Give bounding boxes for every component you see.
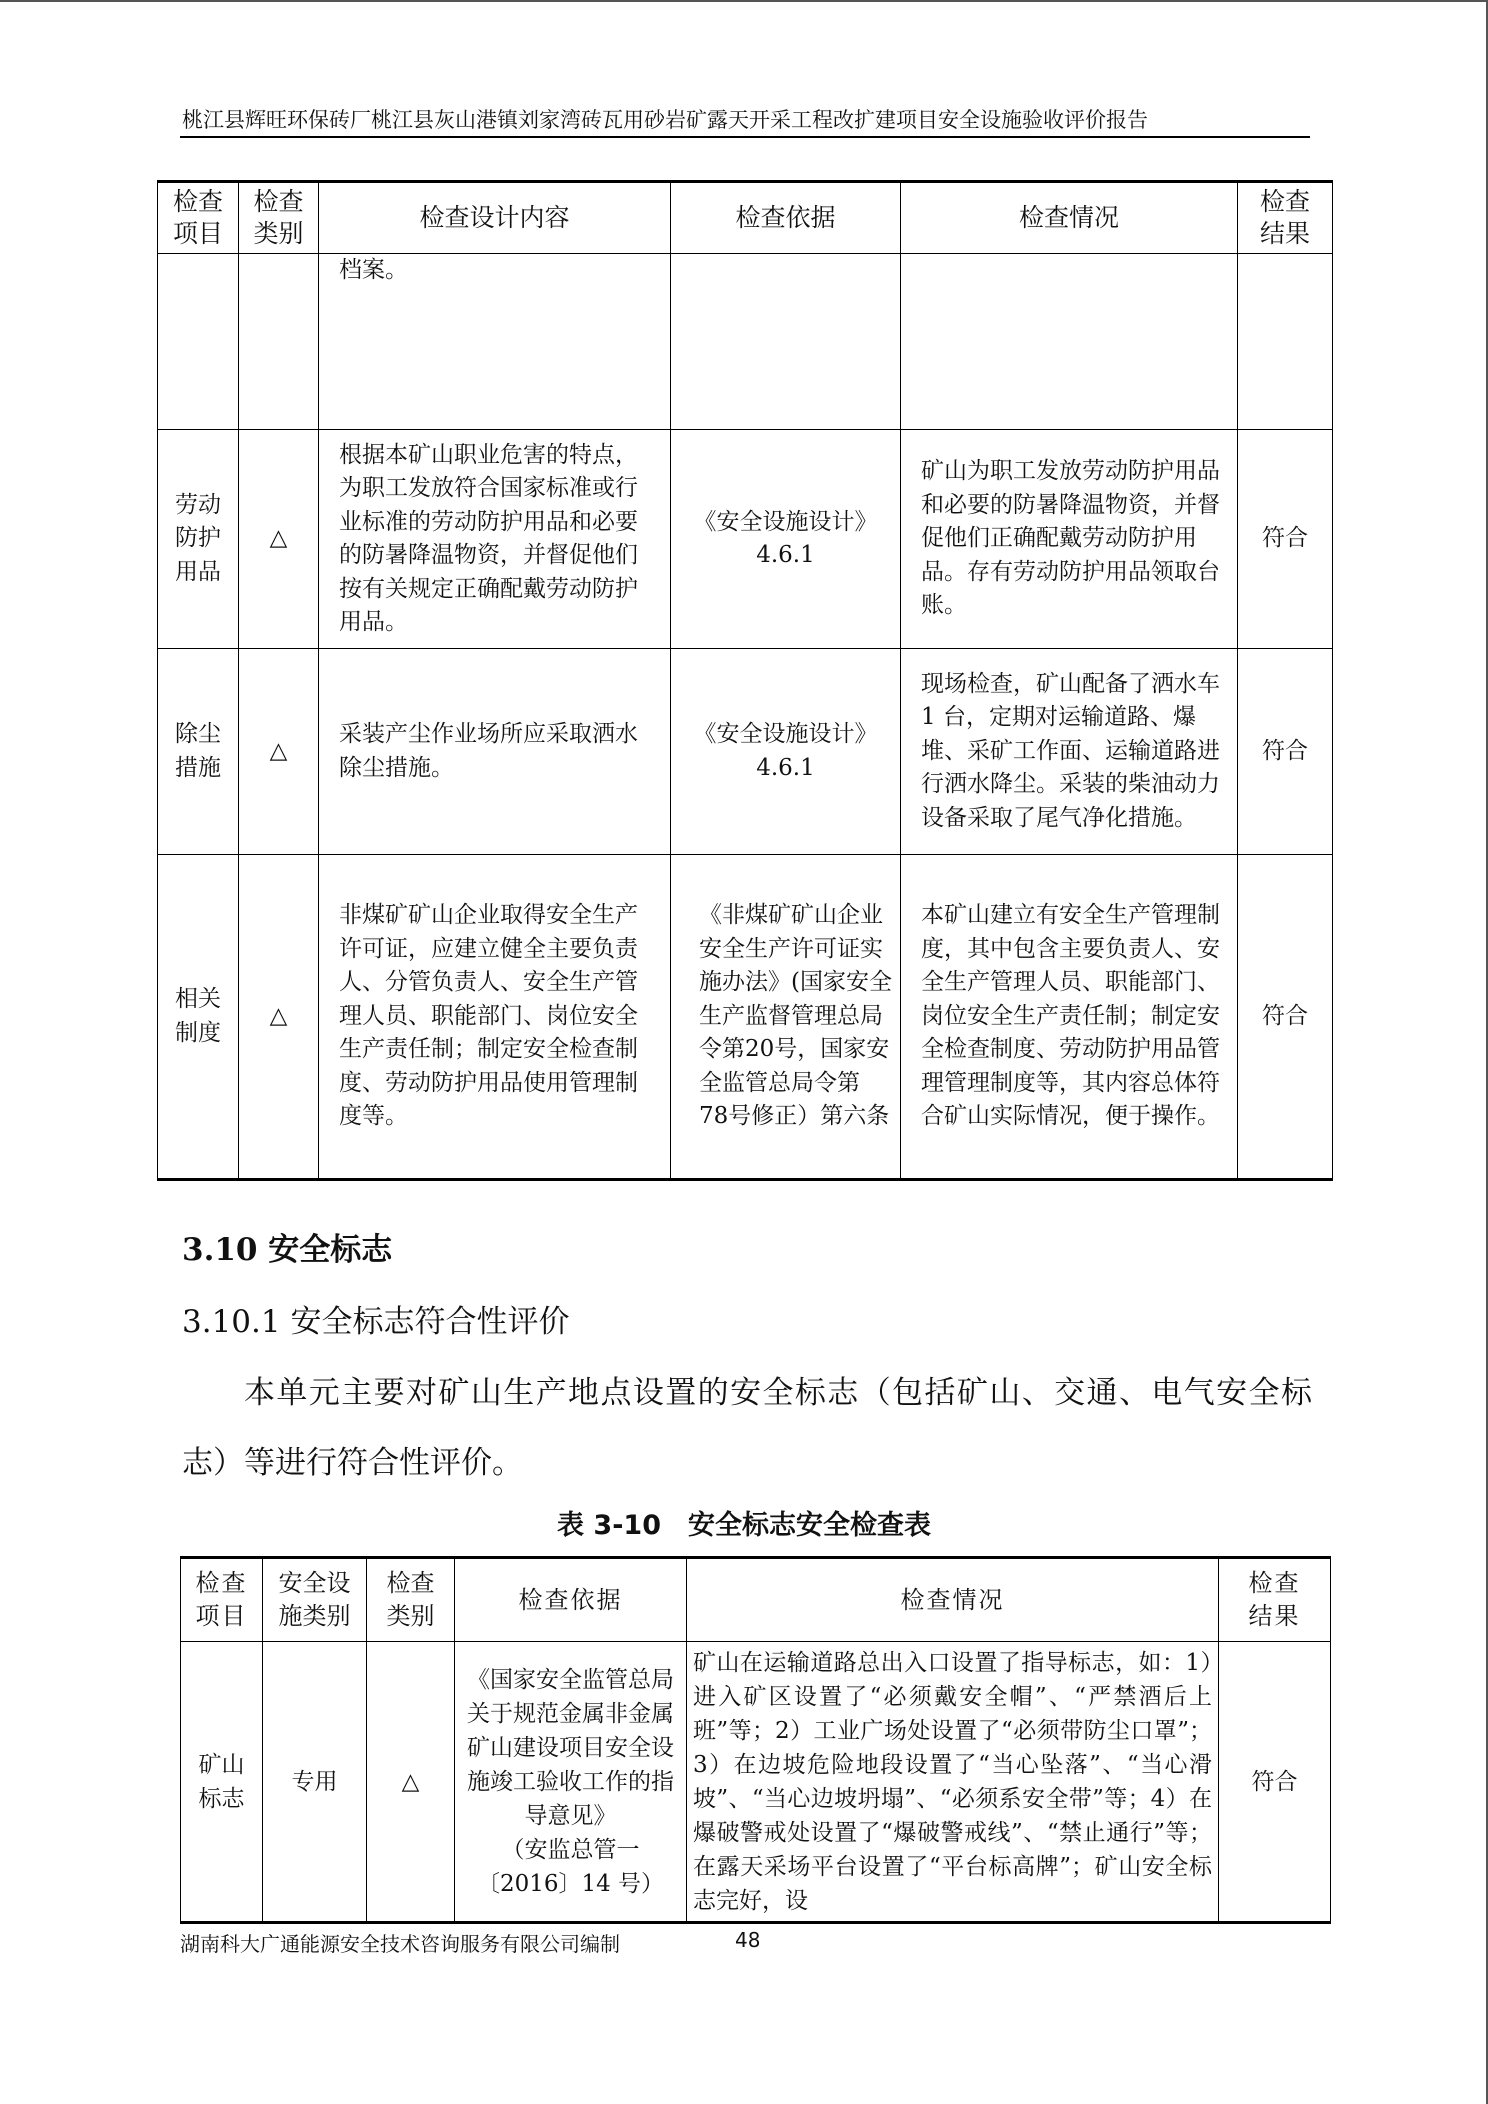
page-header: 桃江县辉旺环保砖厂桃江县灰山港镇刘家湾砖瓦用砂岩矿露天开采工程改扩建项目安全设施验收评价报告 (182, 108, 1148, 132)
cell-basis: 《安全设施设计》 4.6.1 (671, 430, 901, 649)
page-footer (180, 1928, 761, 1957)
table-row (158, 855, 1333, 1180)
table-header-row (181, 1558, 1331, 1642)
col-header-situation (687, 1558, 1219, 1642)
safety-sign-inspection-table (180, 1556, 1331, 1924)
header-text: 检查 项目 (172, 187, 223, 248)
cell-result (1238, 254, 1333, 430)
section-heading: 3.10 安全标志 (182, 1232, 393, 1268)
col-header-result (1219, 1558, 1331, 1642)
page-number: 48 (735, 1928, 761, 1952)
table-row (158, 649, 1333, 855)
cell-result: 符合 (1238, 649, 1333, 855)
body-paragraph: 本单元主要对矿山生产地点设置的安全标志（包括矿山、交通、电气安全标志）等进行符合性评价。 (182, 1375, 1312, 1481)
header-text: 检查依据 (735, 203, 836, 232)
footer-company: 湖南科大广通能源安全技术咨询服务有限公司编制 (180, 1932, 620, 1956)
cell-situation: 矿山在运输道路总出入口设置了指导标志，如：1）进入矿区设置了“必须戴安全帽”、“严禁酒后上班”等；2）工业广场处设置了“必须带防尘口罩”；3）在边坡危险地段设置了“当心坠落”、“当心滑坡”、“当心边坡坍塌”、“必须系安全带”等；4）在爆破警戒处设置了“爆破警戒线”、“禁止通行”等；在露天采场平台设置了“平台标高牌”；矿山安全标志完好，设 (687, 1642, 1219, 1923)
cell-category: △ (239, 855, 319, 1180)
col-header-content (319, 182, 671, 254)
cell-category: △ (367, 1642, 455, 1923)
cell-category: △ (239, 649, 319, 855)
table-header-row (158, 182, 1333, 254)
cell-content: 档案。 (319, 254, 671, 430)
header-text: 检查依据 (518, 1585, 623, 1614)
col-header-item (158, 182, 239, 254)
cell-basis: 《国家安全监管总局关于规范金属非金属矿山建设项目安全设施竣工验收工作的指导意见》 （安监总管一 〔2016〕14 号） (455, 1642, 687, 1923)
cell-situation: 矿山为职工发放劳动防护用品和必要的防暑降温物资，并督促他们正确配戴劳动防护用品。存有劳动防护用品领取台账。 (901, 430, 1238, 649)
col-header-situation (901, 182, 1238, 254)
table-row (158, 254, 1333, 430)
col-header-category (367, 1558, 455, 1642)
col-header-result (1238, 182, 1333, 254)
cell-category (239, 254, 319, 430)
header-text: 检查情况 (900, 1585, 1005, 1614)
cell-item: 矿山 标志 (181, 1642, 263, 1923)
table-row (158, 430, 1333, 649)
cell-item (158, 254, 239, 430)
header-text: 检查 类别 (386, 1569, 435, 1630)
table-row (181, 1642, 1331, 1923)
cell-situation: 本矿山建立有安全生产管理制度，其中包含主要负责人、安全生产管理人员、职能部门、岗位安全生产责任制；制定安全检查制度、劳动防护用品管理管理制度等，其内容总体符合矿山实际情况，便于操作。 (901, 855, 1238, 1180)
cell-result: 符合 (1238, 855, 1333, 1180)
cell-situation: 现场检查，矿山配备了洒水车 1 台，定期对运输道路、爆堆、采矿工作面、运输道路进行洒水降尘。采装的柴油动力设备采取了尾气净化措施。 (901, 649, 1238, 855)
cell-basis (671, 254, 901, 430)
header-text: 检查 结果 (1259, 187, 1310, 248)
cell-basis: 《安全设施设计》 4.6.1 (671, 649, 901, 855)
col-header-basis (455, 1558, 687, 1642)
cell-content: 根据本矿山职业危害的特点，为职工发放符合国家标准或行业标准的劳动防护用品和必要的防暑降温物资，并督促他们按有关规定正确配戴劳动防护用品。 (319, 430, 671, 649)
header-text: 检查 结果 (1248, 1569, 1301, 1630)
col-header-facility-type (263, 1558, 367, 1642)
cell-result: 符合 (1219, 1642, 1331, 1923)
cell-content: 非煤矿矿山企业取得安全生产许可证，应建立健全主要负责人、分管负责人、安全生产管理人员、职能部门、岗位安全生产责任制；制定安全检查制度、劳动防护用品使用管理制度等。 (319, 855, 671, 1180)
cell-item: 除尘 措施 (158, 649, 239, 855)
cell-item: 劳动 防护 用品 (158, 430, 239, 649)
col-header-category (239, 182, 319, 254)
table-caption: 表 3-10 安全标志安全检查表 (557, 1510, 931, 1541)
subsection-heading: 3.10.1 安全标志符合性评价 (182, 1304, 570, 1340)
header-text: 检查情况 (1018, 203, 1119, 232)
cell-content: 采装产尘作业场所应采取洒水除尘措施。 (319, 649, 671, 855)
header-text: 检查 类别 (253, 187, 304, 248)
cell-category: △ (239, 430, 319, 649)
header-text: 检查 项目 (195, 1569, 248, 1630)
inspection-table-continued (157, 180, 1333, 1181)
col-header-basis (671, 182, 901, 254)
cell-item: 相关 制度 (158, 855, 239, 1180)
header-text: 安全设 施类别 (278, 1569, 351, 1630)
cell-facility-type: 专用 (263, 1642, 367, 1923)
page-border-top (0, 0, 1488, 2)
col-header-item (181, 1558, 263, 1642)
header-rule (180, 136, 1310, 138)
cell-situation (901, 254, 1238, 430)
cell-basis: 《非煤矿矿山企业安全生产许可证实施办法》(国家安全生产监督管理总局令第20号，国家安全监管总局令第 78号修正）第六条 (671, 855, 901, 1180)
header-text: 检查设计内容 (419, 203, 570, 232)
cell-result: 符合 (1238, 430, 1333, 649)
